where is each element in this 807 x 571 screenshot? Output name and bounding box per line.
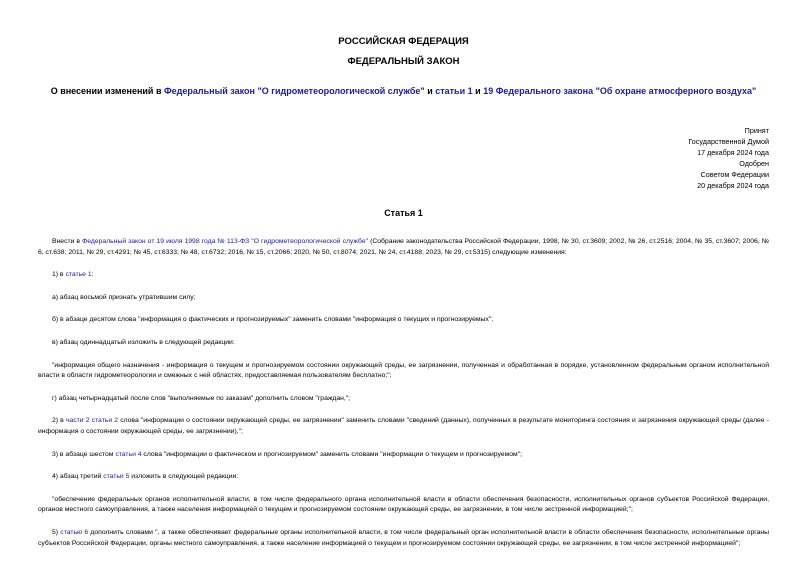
paragraph-text: слова "информации о фактическом и прогнозируемом" заменить словами "информации о текущем и прогнозируемом"; xyxy=(141,450,522,458)
paragraph-text: 4) абзац третий xyxy=(52,473,104,481)
link-law-113fz[interactable]: Федеральный закон от 19 июля 1998 года № 113-ФЗ "О гидрометеорологической службе" xyxy=(82,238,369,245)
link-article-2-part-2[interactable]: части 2 статьи 2 xyxy=(65,417,119,425)
paragraph-text: Внести в xyxy=(52,238,83,245)
paragraph: "обеспечение федеральных органов исполнительной власти, в том числе федерального органа исполнительной власти в области обеспечения безопасности, исполнительных органов субъектов Российской Федерации, органов местного самоуправления, а также населения информацией о текущем и прогнозируемом состоянии окружающей среды, ее загрязнении, в том числе экстренной информацией;"; xyxy=(38,495,769,514)
adoption-line: Принят xyxy=(744,126,769,135)
law-title xyxy=(0,86,807,96)
paragraph: г) абзац четырнадцатый после слов "выполняемые по заказам" дополнить словом "граждан,"; xyxy=(52,394,351,402)
adoption-line: Государственной Думой xyxy=(688,137,769,146)
paragraph-text: (Собрание законодательства Российской Федерации, 1998, № 30, ст.3609; 2002, № 26, ст.2516; 2004, № 35, ст.3607; 2006, № 6, ст.638; 2011, № 29, ст.4291; № 45, ст.6333; № 48, ст.6732; 2016, № 15, ст.2066; 2020, № 50, ст.8074; 2021, № 24, ст.4188; 2023, № 29, ст.5315) следующие изменения: xyxy=(38,238,770,256)
paragraph-text: слова "информации о состоянии окружающей среды, ее загрязнении" заменить словами "сведений (данных), полученных в результате мониторинга состояния и загрязнения окружающей среды (далее - информация о состоянии окружающей среды, ее загрязнении),"; xyxy=(38,417,769,435)
paragraph: в) абзац одиннадцатый изложить в следующей редакции: xyxy=(52,338,235,346)
paragraph: "информация общего назначения - информация о текущем и прогнозируемом состоянии окружающей среды, ее загрязнении, полученная и обработанная в порядке, установленном федеральным органом исполнительной власти в области гидрометеорологии и смежных с ней областях, предоставляемая пользователям бесплатно;"; xyxy=(38,361,769,380)
title-link-article-1[interactable]: статьи 1 xyxy=(435,86,473,96)
paragraph xyxy=(38,472,769,483)
adoption-line: 17 декабря 2024 года xyxy=(697,148,769,157)
paragraph-text: дополнить словами ", а также обеспечивает федеральные органы исполнительной власти, в том числе федеральный орган исполнительной власти в области обеспечения безопасности, исполнительные органы субъектов Российской Федерации, органы местного самоуправления, а также население информацией о текущем и прогнозируемом состоянии окружающей среды, ее загрязнении, в том числе экстренной информацией"; xyxy=(38,528,769,547)
title-mid: и xyxy=(424,86,436,96)
paragraph xyxy=(38,270,769,281)
law-type-heading: ФЕДЕРАЛЬНЫЙ ЗАКОН xyxy=(347,56,460,67)
adoption-line: Одобрен xyxy=(739,159,769,168)
title-mid2: и xyxy=(472,86,484,96)
link-article-1[interactable]: статье 1 xyxy=(65,271,92,279)
title-prefix: О внесении изменений в xyxy=(50,86,164,96)
paragraph-text: 3) в абзаце шестом xyxy=(52,450,116,458)
title-link-hydromet-law[interactable]: Федеральный закон "О гидрометеорологической службе" xyxy=(163,86,425,96)
link-article-4[interactable]: статьи 4 xyxy=(115,450,142,458)
adoption-block xyxy=(688,125,769,191)
paragraph: а) абзац восьмой признать утратившим силу; xyxy=(52,293,196,301)
paragraph: б) в абзаце десятом слова "информация о фактических и прогнозируемых" заменить словами "информация о текущих и прогнозируемых"; xyxy=(52,316,494,324)
article-heading: Статья 1 xyxy=(384,208,423,218)
paragraph xyxy=(38,237,769,258)
paragraph xyxy=(38,528,769,549)
paragraph-text: 5) xyxy=(52,528,61,536)
title-link-air-law[interactable]: 19 Федерального закона "Об охране атмосферного воздуха" xyxy=(483,86,757,96)
paragraph xyxy=(38,416,769,437)
paragraph-text: : xyxy=(91,271,94,279)
adoption-line: 20 декабря 2024 года xyxy=(697,181,769,190)
paragraph-text: изложить в следующей редакции: xyxy=(129,473,239,481)
paragraph-text: 2) в xyxy=(52,417,66,425)
link-article-6[interactable]: статью 6 xyxy=(60,528,89,536)
paragraph-text: 1) в xyxy=(52,271,66,279)
article-body xyxy=(38,237,769,549)
paragraph xyxy=(38,450,769,461)
link-article-5[interactable]: статьи 5 xyxy=(103,473,130,481)
adoption-line: Советом Федерации xyxy=(700,170,769,179)
country-heading: РОССИЙСКАЯ ФЕДЕРАЦИЯ xyxy=(338,36,469,47)
